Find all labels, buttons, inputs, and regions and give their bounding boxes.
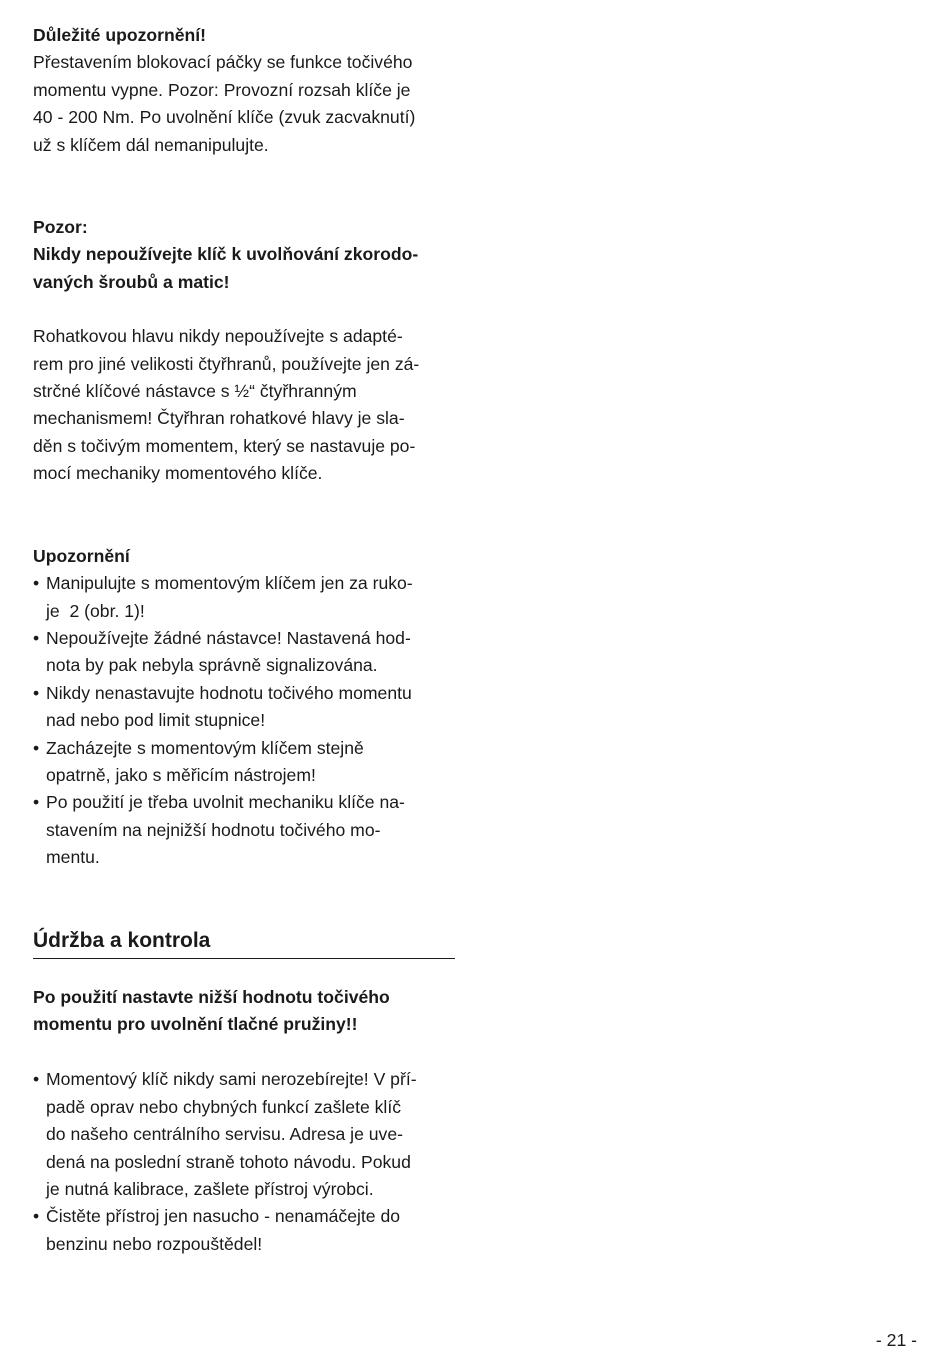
list-item-line: opatrně, jako s měřicím nástrojem!	[46, 764, 316, 785]
caution-section	[33, 214, 455, 296]
ratchet-line: mocí mechaniky momentového klíče.	[33, 463, 323, 484]
list-item-line: stavením na nejnižší hodnotu točivého mo-	[46, 819, 381, 840]
important-notice-section	[33, 22, 455, 159]
important-notice-line: momentu vypne. Pozor: Provozní rozsah klíče je	[33, 79, 411, 100]
maintenance-bold-line: momentu pro uvolnění tlačné pružiny!!	[33, 1013, 358, 1034]
list-item-line: • Nepoužívejte žádné nástavce! Nastavená hod-	[46, 627, 411, 648]
list-item	[33, 570, 455, 625]
maintenance-bold-note	[33, 984, 455, 1039]
important-notice-line: už s klíčem dál nemanipulujte.	[33, 134, 269, 155]
page-number: - 21 -	[875, 1330, 917, 1350]
list-item-line: • Momentový klíč nikdy sami nerozebírejte! V pří-	[46, 1069, 417, 1090]
caution-title: Pozor:	[33, 217, 88, 238]
ratchet-line: rem pro jiné velikosti čtyřhranů, používejte jen zá-	[33, 353, 420, 374]
maintenance-bold-line: Po použití nastavte nižší hodnotu točivého	[33, 986, 390, 1007]
list-item-line: • Po použití je třeba uvolnit mechaniku klíče na-	[46, 792, 405, 813]
list-item-line: • Manipulujte s momentovým klíčem jen za ruko-	[46, 573, 413, 594]
list-item	[33, 1203, 455, 1258]
list-item-line: je nutná kalibrace, zašlete přístroj výrobci.	[46, 1179, 374, 1199]
maintenance-heading-block	[33, 926, 455, 959]
list-item	[33, 789, 455, 871]
list-item-line: nota by pak nebyla správně signalizována.	[46, 655, 378, 676]
list-item-line: • Nikdy nenastavujte hodnotu točivého momentu	[46, 682, 412, 703]
list-item	[33, 625, 455, 680]
list-item-line: dená na poslední straně tohoto návodu. Pokud	[46, 1151, 411, 1172]
list-item-line: nad nebo pod limit stupnice!	[46, 710, 266, 731]
list-item-line: • Zacházejte s momentovým klíčem stejně	[46, 737, 364, 758]
list-item	[33, 1066, 455, 1203]
notice-section	[33, 543, 455, 872]
section-heading: Údržba a kontrola	[33, 928, 211, 952]
caution-line: Nikdy nepoužívejte klíč k uvolňování zkorodo-	[33, 244, 419, 265]
list-item-line: benzinu nebo rozpouštědel!	[46, 1233, 263, 1254]
caution-line: vaných šroubů a matic!	[33, 271, 230, 292]
list-item-line: padě oprav nebo chybných funkcí zašlete klíč	[46, 1096, 402, 1117]
maintenance-list	[33, 1066, 455, 1258]
important-notice-line: Přestavením blokovací páčky se funkce točivého	[33, 52, 413, 73]
ratchet-line: děn s točivým momentem, který se nastavuje po-	[33, 435, 416, 456]
notice-title: Upozornění	[33, 545, 130, 566]
ratchet-line: Rohatkovou hlavu nikdy nepoužívejte s adapté-	[33, 326, 403, 347]
list-item	[33, 680, 455, 735]
notice-list	[33, 570, 455, 871]
maintenance-list-section	[33, 1066, 455, 1258]
list-item-line: do našeho centrálního servisu. Adresa je uve-	[46, 1124, 403, 1145]
ratchet-paragraph	[33, 323, 455, 487]
list-item	[33, 735, 455, 790]
list-item-line: mentu.	[46, 847, 100, 868]
ratchet-line: mechanismem! Čtyřhran rohatkové hlavy je sla-	[33, 408, 405, 429]
ratchet-line: strčné klíčové nástavce s ½“ čtyřhranným	[33, 381, 357, 402]
text-column	[33, 22, 455, 1258]
important-notice-title: Důležité upozornění!	[33, 25, 206, 45]
important-notice-line: 40 - 200 Nm. Po uvolnění klíče (zvuk zacvaknutí)	[33, 107, 416, 128]
list-item-line: je 2 (obr. 1)!	[46, 600, 145, 621]
list-item-line: • Čistěte přístroj jen nasucho - nenamáčejte do	[46, 1206, 401, 1227]
